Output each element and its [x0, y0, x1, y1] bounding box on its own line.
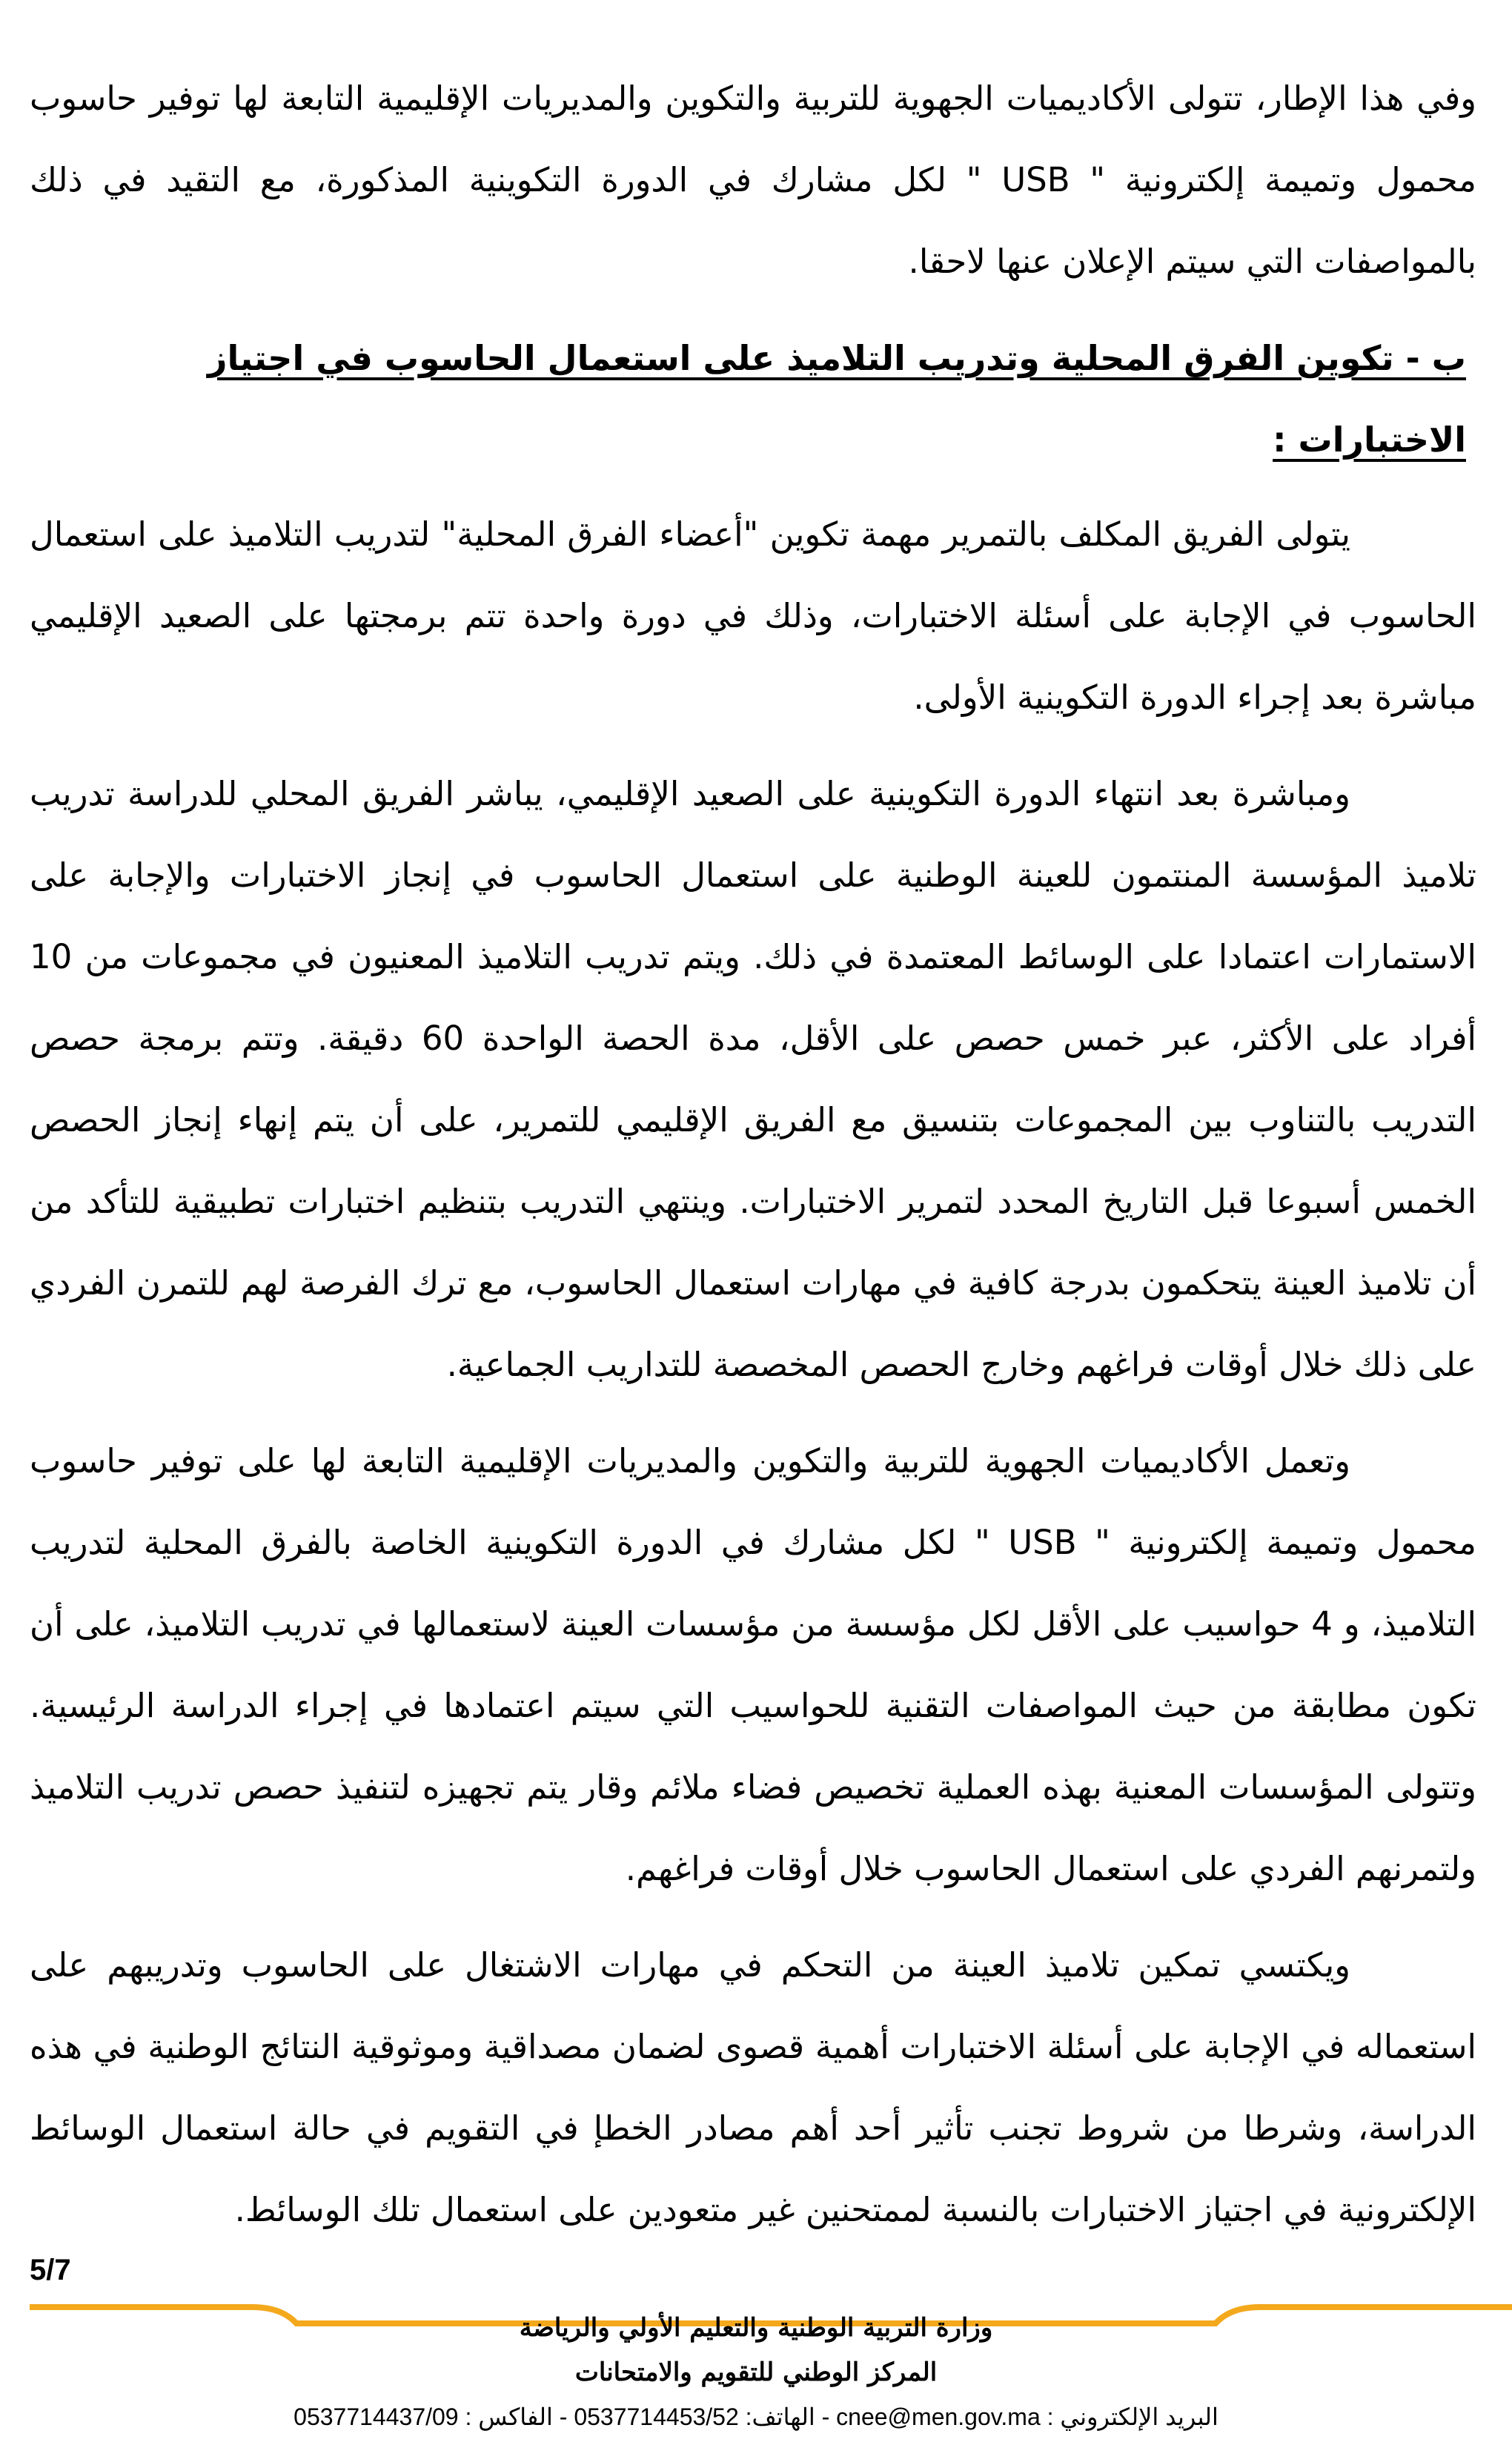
document-body — [30, 58, 1476, 2266]
paragraph-importance: ويكتسي تمكين تلاميذ العينة من التحكم في مهارات الاشتغال على الحاسوب وتدريبهم على استعماله في الإجابة على أسئلة الاختبارات أهمية قصوى لضمان مصداقية وموثوقية النتائج الوطنية في هذه الدراسة، وشرطا من شروط تجنب تأثير أحد أهم مصادر الخطإ في التقويم في حالة استعمال الوسائط الإلكترونية في اجتياز الاختبارات بالنسبة لممتحنين غير متعودين على استعمال تلك الوسائط. — [30, 1945, 1476, 2229]
paragraph-student-training: ومباشرة بعد انتهاء الدورة التكوينية على الصعيد الإقليمي، يباشر الفريق المحلي للدراسة تدريب تلاميذ المؤسسة المنتمون للعينة الوطنية على استعمال الحاسوب في إنجاز الاختبارات والإجابة على الاستمارات اعتمادا على الوسائط المعتمدة في ذلك. ويتم تدريب التلاميذ المعنيون في مجموعات من 10 أفراد على الأكثر، عبر خمس حصص على الأقل، مدة الحصة الواحدة 60 دقيقة. وتتم برمجة حصص التدريب بالتناوب بين المجموعات بتنسيق مع الفريق الإقليمي للتمرير، على أن يتم إنهاء إنجاز الحصص الخمس أسبوعا قبل التاريخ المحدد لتمرير الاختبارات. وينتهي التدريب بتنظيم اختبارات تطبيقية للتأكد من أن تلاميذ العينة يتحكمون بدرجة كافية في مهارات استعمال الحاسوب، مع ترك الفرصة لهم للتمرن الفردي على ذلك خلال أوقات فراغهم وخارج الحصص المخصصة للتداريب الجماعية. — [30, 774, 1476, 1384]
page-number: 5/7 — [30, 2254, 71, 2286]
paragraph-equipment: وتعمل الأكاديميات الجهوية للتربية والتكوين والمديريات الإقليمية التابعة لها على توفير حاسوب محمول وتميمة إلكترونية " USB " لكل مشارك في الدورة التكوينية الخاصة بالفرق المحلية لتدريب التلاميذ، و 4 حواسيب على الأقل لكل مؤسسة من مؤسسات العينة لاستعمالها في تدريب التلاميذ، على أن تكون مطابقة من حيث المواصفات التقنية للحواسيب التي سيتم اعتمادها في إجراء الدراسة الرئيسية. وتتولى المؤسسات المعنية بهذه العملية تخصيص فضاء ملائم وقار يتم تجهيزه لتنفيذ حصص تدريب التلاميذ ولتمرنهم الفردي على استعمال الحاسوب خلال أوقات فراغهم. — [30, 1441, 1477, 1888]
paragraph-laptop-provision: وفي هذا الإطار، تتولى الأكاديميات الجهوية للتربية والتكوين والمديريات الإقليمية التابعة لها توفير حاسوب محمول وتميمة إلكترونية " USB " لكل مشارك في الدورة التكوينية المذكورة، مع التقيد في ذلك بالمواصفات التي سيتم الإعلان عنها لاحقا. — [30, 79, 1476, 281]
paragraph-local-teams-training: يتولى الفريق المكلف بالتمرير مهمة تكوين "أعضاء الفرق المحلية" لتدريب التلاميذ على استعمال الحاسوب في الإجابة على أسئلة الاختبارات، وذلك في دورة واحدة تتم برمجتها على الصعيد الإقليمي مباشرة بعد إجراء الدورة التكوينية الأولى. — [30, 515, 1476, 717]
contact-info: البريد الإلكتروني : cnee@men.gov.ma - الهاتف: 0537714453/52 - الفاكس : 0537714437/09 — [294, 2403, 1218, 2430]
footer-institution — [267, 2306, 1245, 2439]
ministry-name: وزارة التربية الوطنية والتعليم الأولي والرياضة — [519, 2313, 993, 2343]
section-heading-b: ب - تكوين الفرق المحلية وتدريب التلاميذ على استعمال الحاسوب في اجتياز الاختبارات : — [207, 338, 1466, 460]
center-name: المركز الوطني للتقويم والامتحانات — [574, 2358, 938, 2387]
